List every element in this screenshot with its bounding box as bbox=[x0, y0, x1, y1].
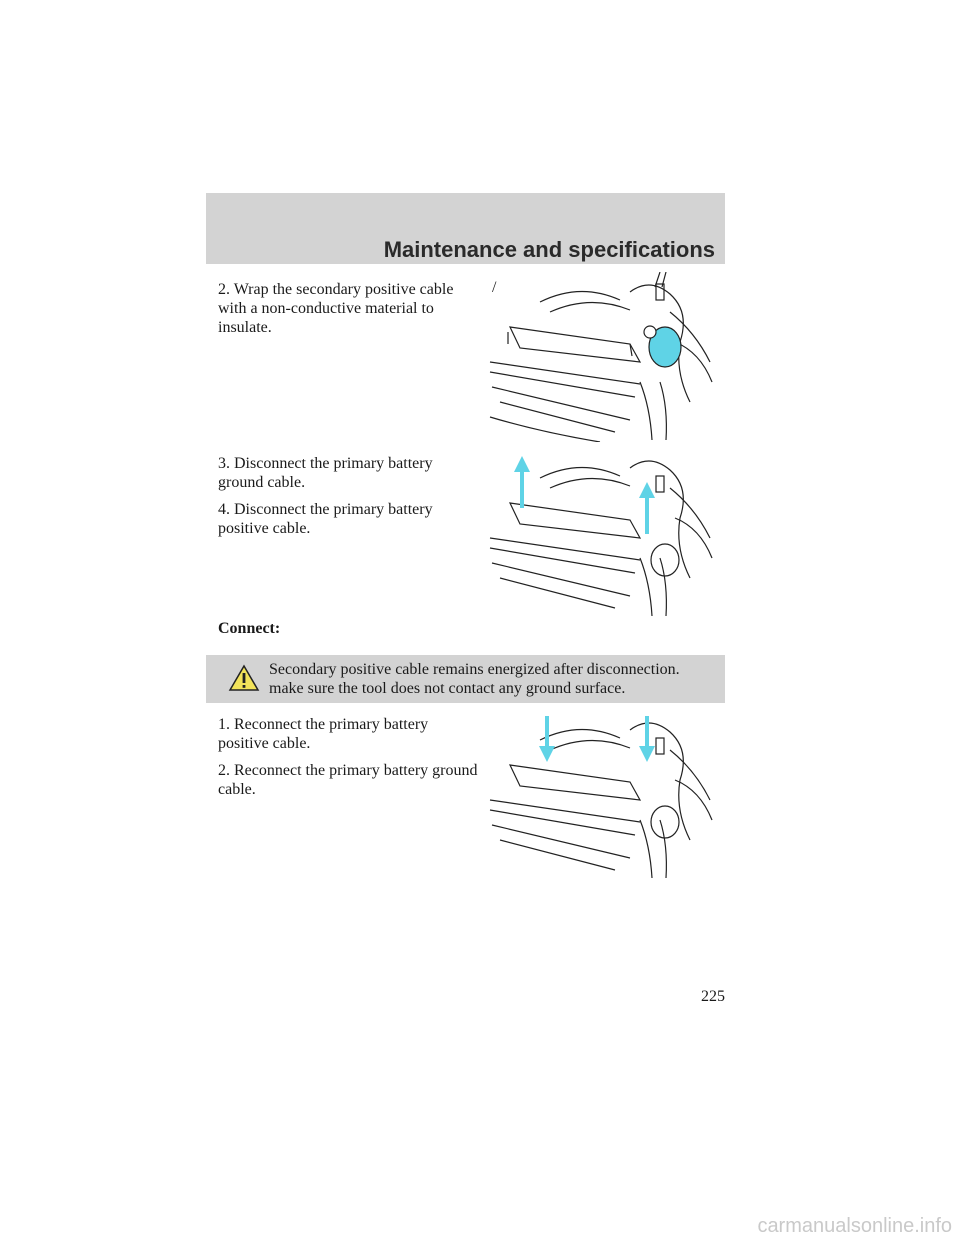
step-reconnect-ground: 2. Reconnect the primary battery ground cable. bbox=[218, 762, 478, 798]
footer-watermark: carmanualsonline.info bbox=[757, 1215, 952, 1237]
arrow-up-icon bbox=[639, 482, 655, 534]
battery-illustration-reconnect bbox=[480, 710, 725, 880]
battery-illustration-disconnect bbox=[480, 448, 725, 618]
connect-heading: Connect: bbox=[218, 620, 281, 637]
warning-text: Secondary positive cable remains energized after disconnection. make sure the tool does not contact any ground surface. bbox=[269, 661, 680, 697]
step-reconnect-positive: 1. Reconnect the primary battery positive cable. bbox=[218, 716, 429, 752]
section-title: Maintenance and specifications bbox=[383, 237, 715, 262]
warning-box bbox=[206, 655, 725, 703]
battery-illustration-wrap bbox=[480, 272, 725, 442]
step-wrap-cable: 2. Wrap the secondary positive cable with a non-conductive material to insulate. bbox=[218, 281, 454, 336]
step-disconnect-positive: 4. Disconnect the primary battery positive cable. bbox=[218, 501, 433, 537]
figure-mark: / bbox=[492, 279, 497, 296]
step-disconnect-ground: 3. Disconnect the primary battery ground cable. bbox=[218, 455, 433, 491]
section-header bbox=[206, 193, 725, 264]
warning-triangle-icon bbox=[228, 664, 260, 692]
page-number: 225 bbox=[701, 988, 725, 1005]
arrow-up-icon bbox=[514, 456, 530, 508]
